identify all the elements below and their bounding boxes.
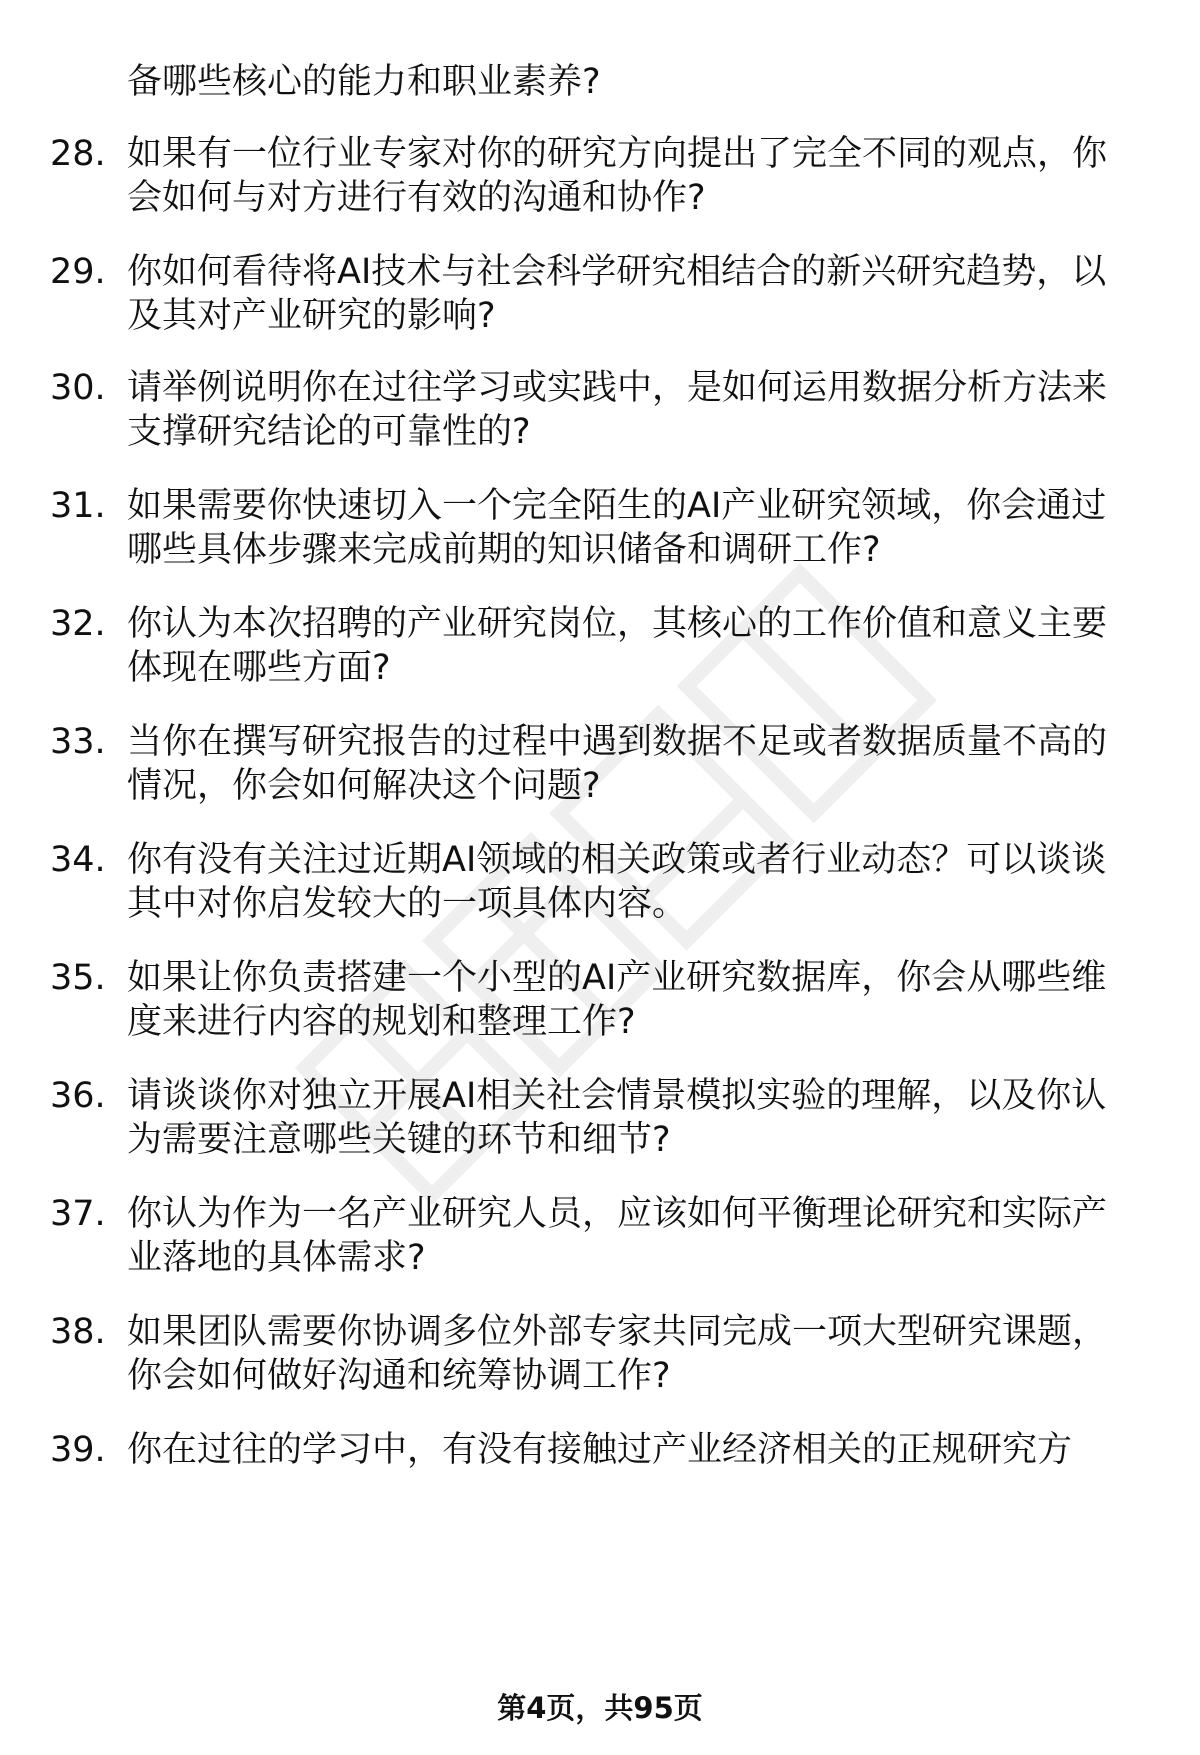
question-line: 如果需要你快速切入一个完全陌生的AI产业研究领域，你会通过 [127, 486, 1107, 526]
question-number: 38. [50, 1312, 106, 1352]
question-number: 35. [50, 958, 106, 998]
question-line: 请举例说明你在过往学习或实践中，是如何运用数据分析方法来 [127, 368, 1108, 408]
page-footer: 第4页，共95页 [497, 1691, 703, 1725]
question-line: 如果让你负责搭建一个小型的AI产业研究数据库，你会从哪些维 [127, 958, 1107, 998]
question-number: 36. [50, 1076, 106, 1116]
question-number: 31. [50, 486, 106, 526]
question-line: 会如何与对方进行有效的沟通和协作? [127, 178, 706, 218]
question-number: 33. [50, 722, 106, 762]
continuation-line: 备哪些核心的能力和职业素养? [127, 62, 601, 102]
question-line: 其中对你启发较大的一项具体内容。 [127, 884, 688, 924]
question-line: 当你在撰写研究报告的过程中遇到数据不足或者数据质量不高的 [127, 722, 1108, 762]
question-number: 39. [50, 1430, 106, 1470]
question-line: 你有没有关注过近期AI领域的相关政策或者行业动态？可以谈谈 [127, 840, 1107, 880]
question-line: 情况，你会如何解决这个问题? [127, 766, 601, 806]
question-line: 支撑研究结论的可靠性的? [127, 412, 531, 452]
question-number: 29. [50, 252, 106, 292]
question-line: 为需要注意哪些关键的环节和细节? [127, 1120, 671, 1160]
question-line: 如果团队需要你协调多位外部专家共同完成一项大型研究课题， [127, 1312, 1108, 1352]
question-line: 你在过往的学习中，有没有接触过产业经济相关的正规研究方 [127, 1430, 1073, 1470]
question-number: 34. [50, 840, 106, 880]
question-line: 你如何看待将AI技术与社会科学研究相结合的新兴研究趋势，以 [127, 252, 1107, 292]
question-line: 你会如何做好沟通和统筹协调工作? [127, 1356, 671, 1396]
question-number: 32. [50, 604, 106, 644]
question-line: 业落地的具体需求? [127, 1238, 426, 1278]
question-line: 哪些具体步骤来完成前期的知识储备和调研工作? [127, 530, 881, 570]
question-number: 37. [50, 1194, 106, 1234]
question-line: 及其对产业研究的影响? [127, 296, 496, 336]
question-line: 你认为本次招聘的产业研究岗位，其核心的工作价值和意义主要 [127, 604, 1108, 644]
question-line: 体现在哪些方面? [127, 648, 391, 688]
question-number: 28. [50, 134, 106, 174]
question-line: 请谈谈你对独立开展AI相关社会情景模拟实验的理解，以及你认 [127, 1076, 1107, 1116]
question-line: 如果有一位行业专家对你的研究方向提出了完全不同的观点，你 [127, 134, 1108, 174]
question-line: 你认为作为一名产业研究人员，应该如何平衡理论研究和实际产 [127, 1194, 1108, 1234]
question-number: 30. [50, 368, 106, 408]
question-line: 度来进行内容的规划和整理工作? [127, 1002, 636, 1042]
